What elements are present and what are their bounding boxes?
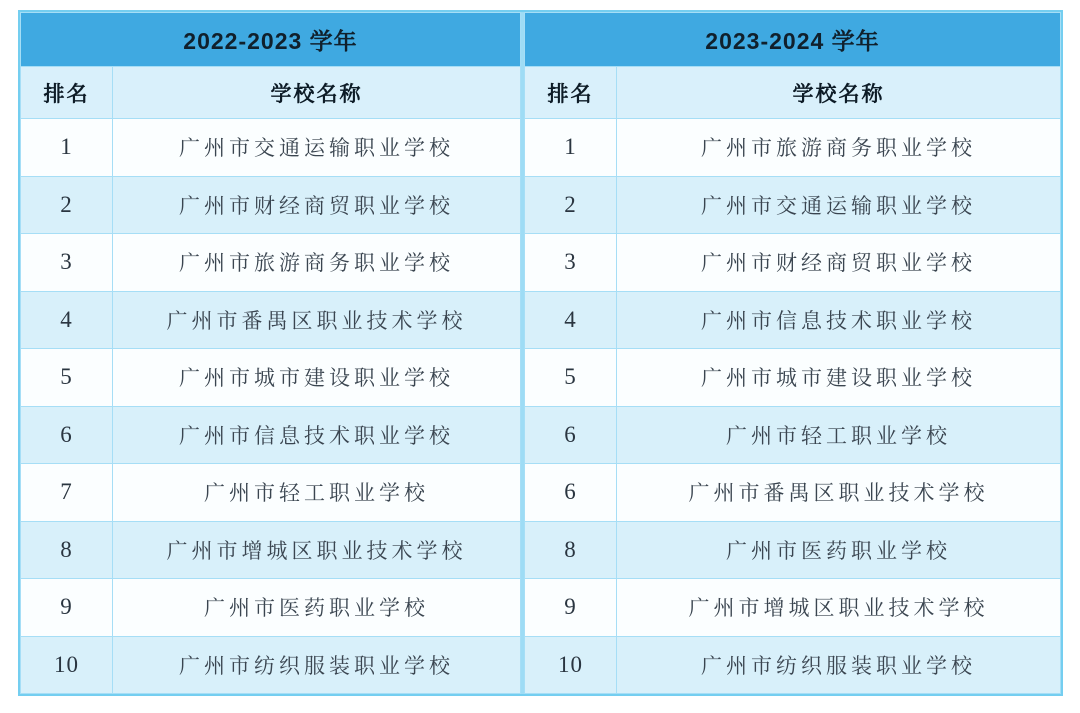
table-row: [21, 406, 521, 464]
rank-cell: 6: [525, 406, 617, 464]
school-cell: 广州市信息技术职业学校: [113, 406, 521, 464]
school-cell: 广州市城市建设职业学校: [113, 349, 521, 407]
half-2023-2024: [524, 12, 1061, 694]
school-column-header: 学校名称: [113, 67, 521, 119]
school-cell: 广州市增城区职业技术学校: [113, 521, 521, 579]
school-ranking-table: [18, 10, 1063, 696]
year-header-2022-2023: 2022-2023 学年: [21, 13, 521, 67]
table-row: [525, 464, 1061, 522]
table-row: [21, 636, 521, 694]
rank-cell: 7: [21, 464, 113, 522]
school-cell: 广州市旅游商务职业学校: [617, 119, 1061, 177]
rank-cell: 2: [21, 176, 113, 234]
rank-cell: 1: [525, 119, 617, 177]
rank-cell: 2: [525, 176, 617, 234]
school-cell: 广州市纺织服装职业学校: [617, 636, 1061, 694]
table-row: [21, 464, 521, 522]
table-2023-2024: [524, 12, 1061, 694]
year-header-2023-2024: 2023-2024 学年: [525, 13, 1061, 67]
table-row: [525, 579, 1061, 637]
school-cell: 广州市轻工职业学校: [617, 406, 1061, 464]
rank-cell: 9: [21, 579, 113, 637]
school-cell: 广州市番禺区职业技术学校: [617, 464, 1061, 522]
table-row: [21, 234, 521, 292]
half-2022-2023: [20, 12, 521, 694]
school-cell: 广州市医药职业学校: [113, 579, 521, 637]
rank-cell: 5: [21, 349, 113, 407]
rank-cell: 5: [525, 349, 617, 407]
table-row: [525, 349, 1061, 407]
rank-cell: 8: [21, 521, 113, 579]
school-cell: 广州市财经商贸职业学校: [617, 234, 1061, 292]
table-body-2022-2023: [21, 119, 521, 694]
table-row: [525, 521, 1061, 579]
table-row: [525, 291, 1061, 349]
rank-cell: 4: [525, 291, 617, 349]
rank-cell: 1: [21, 119, 113, 177]
rank-cell: 8: [525, 521, 617, 579]
column-header-row: [21, 67, 521, 119]
rank-column-header: 排名: [21, 67, 113, 119]
school-cell: 广州市财经商贸职业学校: [113, 176, 521, 234]
table-row: [21, 119, 521, 177]
year-header-row: [525, 13, 1061, 67]
table-body-2023-2024: [525, 119, 1061, 694]
rank-column-header: 排名: [525, 67, 617, 119]
column-header-row: [525, 67, 1061, 119]
rank-cell: 10: [525, 636, 617, 694]
school-cell: 广州市纺织服装职业学校: [113, 636, 521, 694]
school-column-header: 学校名称: [617, 67, 1061, 119]
school-cell: 广州市轻工职业学校: [113, 464, 521, 522]
school-cell: 广州市城市建设职业学校: [617, 349, 1061, 407]
rank-cell: 3: [525, 234, 617, 292]
school-cell: 广州市旅游商务职业学校: [113, 234, 521, 292]
table-row: [525, 176, 1061, 234]
table-row: [525, 406, 1061, 464]
table-row: [525, 119, 1061, 177]
school-cell: 广州市医药职业学校: [617, 521, 1061, 579]
rank-cell: 6: [21, 406, 113, 464]
rank-cell: 6: [525, 464, 617, 522]
table-row: [525, 234, 1061, 292]
rank-cell: 9: [525, 579, 617, 637]
school-cell: 广州市交通运输职业学校: [617, 176, 1061, 234]
table-2022-2023: [20, 12, 521, 694]
school-cell: 广州市交通运输职业学校: [113, 119, 521, 177]
table-row: [21, 579, 521, 637]
year-header-row: [21, 13, 521, 67]
rank-cell: 3: [21, 234, 113, 292]
rank-cell: 4: [21, 291, 113, 349]
table-row: [21, 176, 521, 234]
table-row: [21, 349, 521, 407]
table-row: [525, 636, 1061, 694]
table-row: [21, 291, 521, 349]
school-cell: 广州市信息技术职业学校: [617, 291, 1061, 349]
table-row: [21, 521, 521, 579]
school-cell: 广州市番禺区职业技术学校: [113, 291, 521, 349]
rank-cell: 10: [21, 636, 113, 694]
school-cell: 广州市增城区职业技术学校: [617, 579, 1061, 637]
